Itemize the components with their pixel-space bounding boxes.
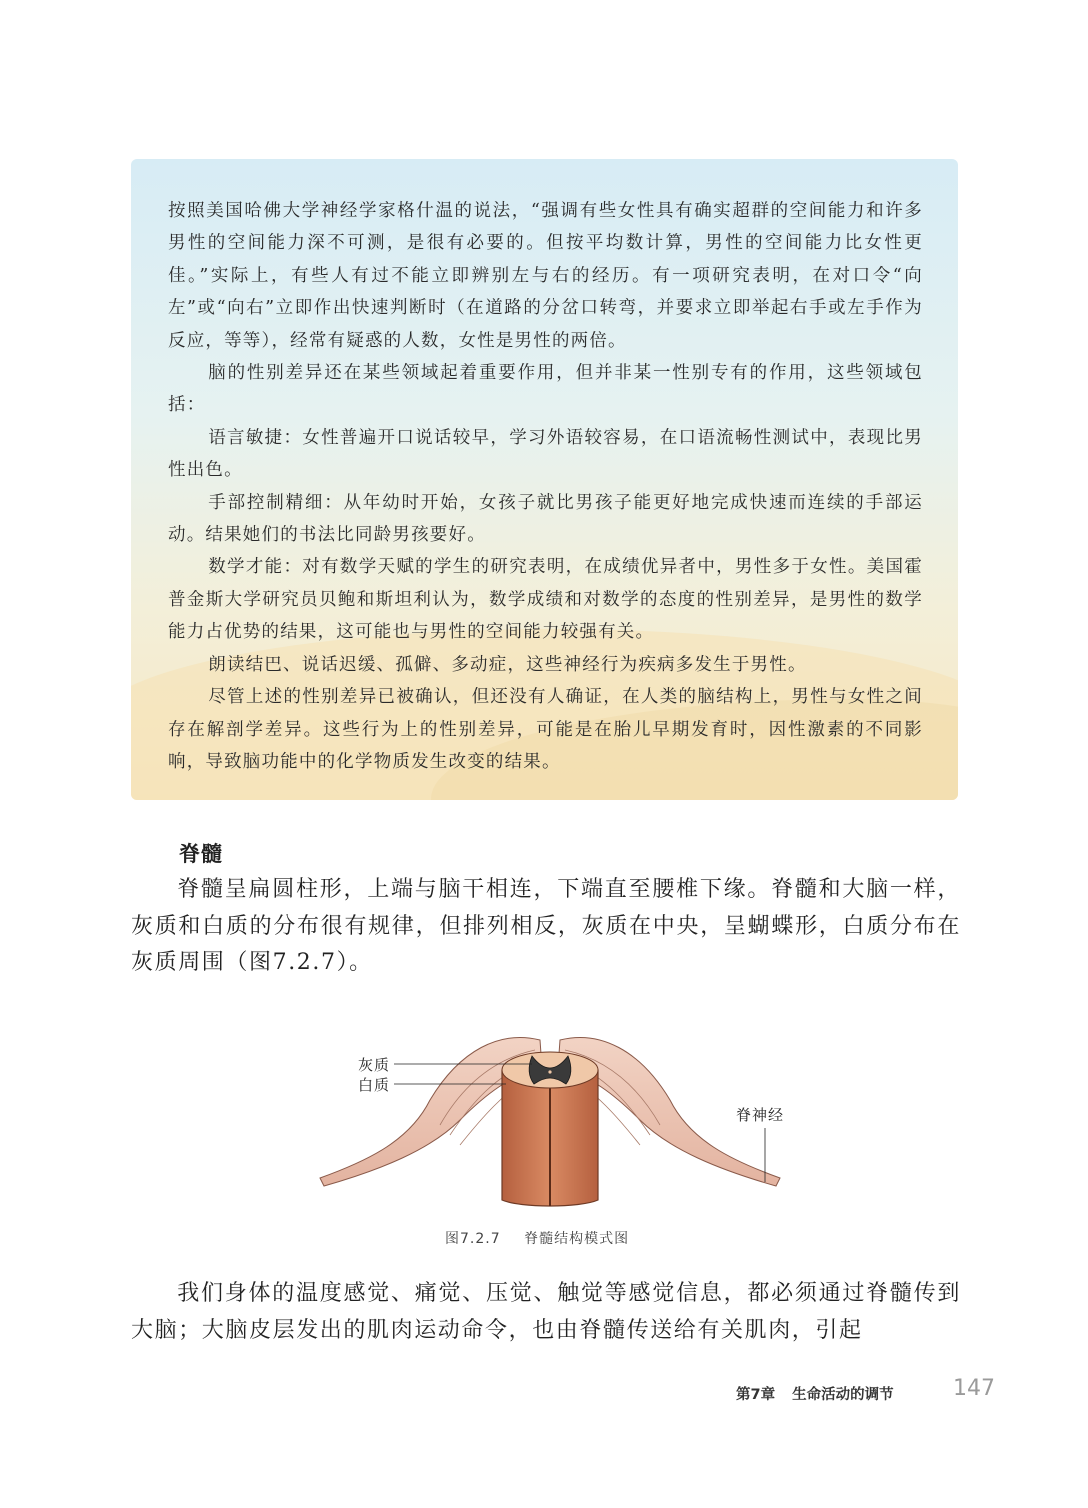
page-number: 147 <box>953 1376 995 1401</box>
box-paragraph: 手部控制精细：从年幼时开始，女孩子就比男孩子能更好地完成快速而连续的手部运动。结果她们的书法比同龄男孩要好。 <box>168 492 923 546</box>
box-paragraph: 脑的性别差异还在某些领域起着重要作用，但并非某一性别专有的作用，这些领域包括： <box>168 363 923 416</box>
footer-chapter <box>736 1383 894 1404</box>
body-paragraph: 脊髓呈扁圆柱形，上端与脑干相连，下端直至腰椎下缘。脊髓和大脑一样，灰质和白质的分布很有规律，但排列相反，灰质在中央，呈蝴蝶形，白质分布在灰质周围（图7.2.7）。 <box>131 877 961 975</box>
spinal-nerve-label: 脊神经 <box>736 1106 785 1124</box>
gray-matter-label: 灰质 <box>358 1056 391 1074</box>
box-paragraph: 尽管上述的性别差异已被确认，但还没有人确证，在人类的脑结构上，男性与女性之间存在解剖学差异。这些行为上的性别差异，可能是在胎儿早期发育时，因性激素的不同影响，导致脑功能中的化学物质发生改变的结果。 <box>168 687 923 772</box>
reading-box <box>131 159 958 800</box>
chapter-number: 第7章 <box>736 1387 776 1403</box>
body-paragraph: 我们身体的温度感觉、痛觉、压觉、触觉等感觉信息，都必须通过脊髓传到大脑；大脑皮层发出的肌肉运动命令，也由脊髓传送给有关肌肉，引起 <box>131 1281 961 1343</box>
caption-number: 图7.2.7 <box>445 1231 501 1247</box>
section-heading: 脊髓 <box>179 842 223 866</box>
box-text <box>168 195 923 778</box>
box-paragraph: 朗读结巴、说话迟缓、孤僻、多动症，这些神经行为疾病多发生于男性。 <box>208 654 807 675</box>
box-paragraph: 按照美国哈佛大学神经学家格什温的说法，“强调有些女性具有确实超群的空间能力和许多男性的空间能力深不可测，是很有必要的。但按平均数计算，男性的空间能力比女性更佳。”实际上，有些人有过不能立即辨别左与右的经历。有一项研究表明，在对口令“向左”或“向右”立即作出快速判断时（在道路的分岔口转弯，并要求立即举起右手或左手作为反应，等等），经常有疑惑的人数，女性是男性的两倍。 <box>168 201 923 351</box>
white-matter-label: 白质 <box>358 1076 391 1094</box>
box-paragraph: 数学才能：对有数学天赋的学生的研究表明，在成绩优异者中，男性多于女性。美国霍普金斯大学研究员贝鲍和斯坦利认为，数学成绩和对数学的态度的性别差异，是男性的数学能力占优势的结果，这可能也与男性的空间能力较强有关。 <box>168 557 923 643</box>
caption-text: 脊髓结构模式图 <box>524 1231 630 1247</box>
spinal-cord-illustration <box>310 1020 790 1220</box>
box-paragraph: 语言敏捷：女性普遍开口说话较早，学习外语较容易，在口语流畅性测试中，表现比男性出色。 <box>168 427 923 481</box>
chapter-title: 生命活动的调节 <box>792 1387 894 1403</box>
figure-caption <box>445 1228 629 1248</box>
